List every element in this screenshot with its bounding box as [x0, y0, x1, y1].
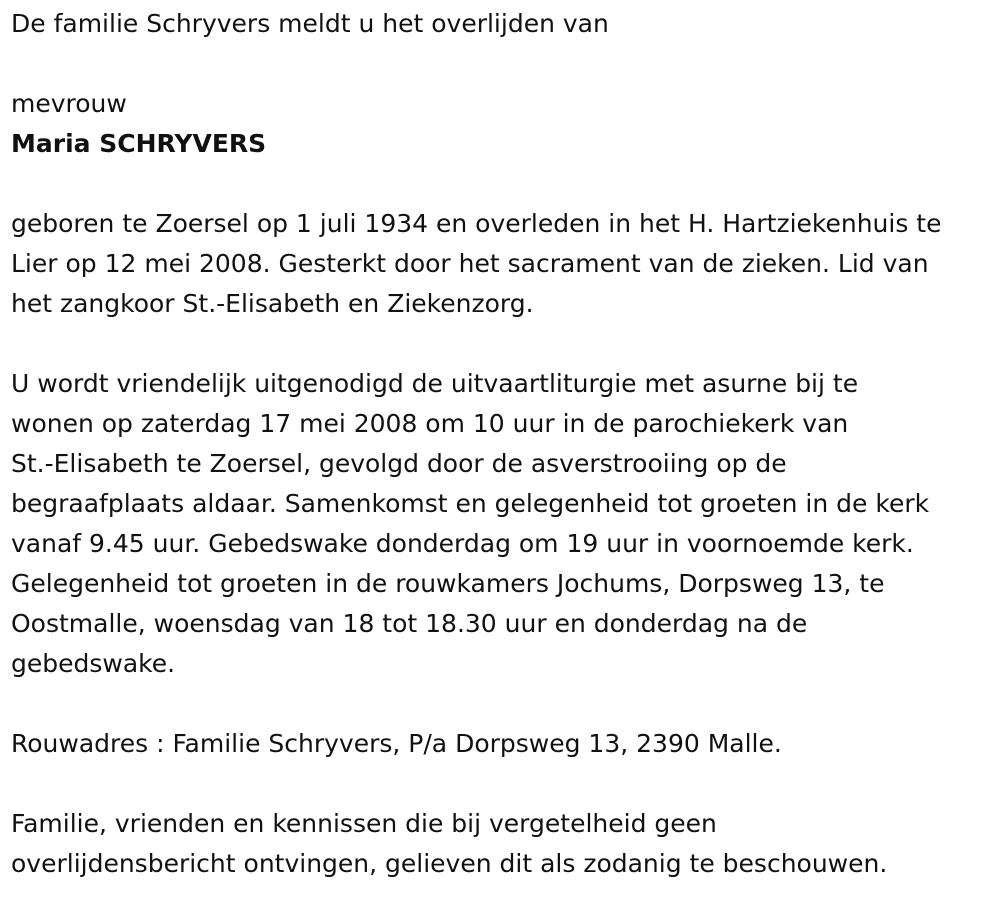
- funeral-line: wonen op zaterdag 17 mei 2008 om 10 uur in de parochiekerk van: [11, 409, 849, 438]
- funeral-line: St.-Elisabeth te Zoersel, gevolgd door de asverstrooiing op de: [11, 449, 787, 478]
- spacer: [11, 764, 996, 804]
- funeral-line: Oostmalle, woensdag van 18 tot 18.30 uur en donderdag na de: [11, 609, 808, 638]
- spacer: [11, 44, 996, 84]
- spacer: [11, 164, 996, 204]
- intro-text: De familie Schryvers meldt u het overlijden van: [11, 9, 609, 38]
- closing-line: Familie, vrienden en kennissen die bij vergetelheid geen: [11, 809, 717, 838]
- biography-line: het zangkoor St.-Elisabeth en Ziekenzorg.: [11, 289, 534, 318]
- biography-line: Lier op 12 mei 2008. Gesterkt door het sacrament van de zieken. Lid van: [11, 249, 929, 278]
- deceased-name: Maria SCHRYVERS: [11, 129, 267, 158]
- funeral-line: gebedswake.: [11, 649, 176, 678]
- obituary-document: [11, 4, 996, 884]
- funeral-paragraph: [11, 364, 996, 684]
- funeral-line: begraafplaats aldaar. Samenkomst en gelegenheid tot groeten in de kerk: [11, 489, 930, 518]
- closing-paragraph: [11, 804, 996, 884]
- spacer: [11, 684, 996, 724]
- biography-line: geboren te Zoersel op 1 juli 1934 en overleden in het H. Hartziekenhuis te: [11, 209, 942, 238]
- funeral-line: vanaf 9.45 uur. Gebedswake donderdag om 19 uur in voornoemde kerk.: [11, 529, 914, 558]
- biography-paragraph: [11, 204, 996, 324]
- spacer: [11, 324, 996, 364]
- salutation: mevrouw: [11, 89, 127, 118]
- mourning-address: Rouwadres : Familie Schryvers, P/a Dorpsweg 13, 2390 Malle.: [11, 729, 782, 758]
- funeral-line: U wordt vriendelijk uitgenodigd de uitvaartliturgie met asurne bij te: [11, 369, 859, 398]
- closing-line: overlijdensbericht ontvingen, gelieven dit als zodanig te beschouwen.: [11, 849, 888, 878]
- funeral-line: Gelegenheid tot groeten in de rouwkamers Jochums, Dorpsweg 13, te: [11, 569, 885, 598]
